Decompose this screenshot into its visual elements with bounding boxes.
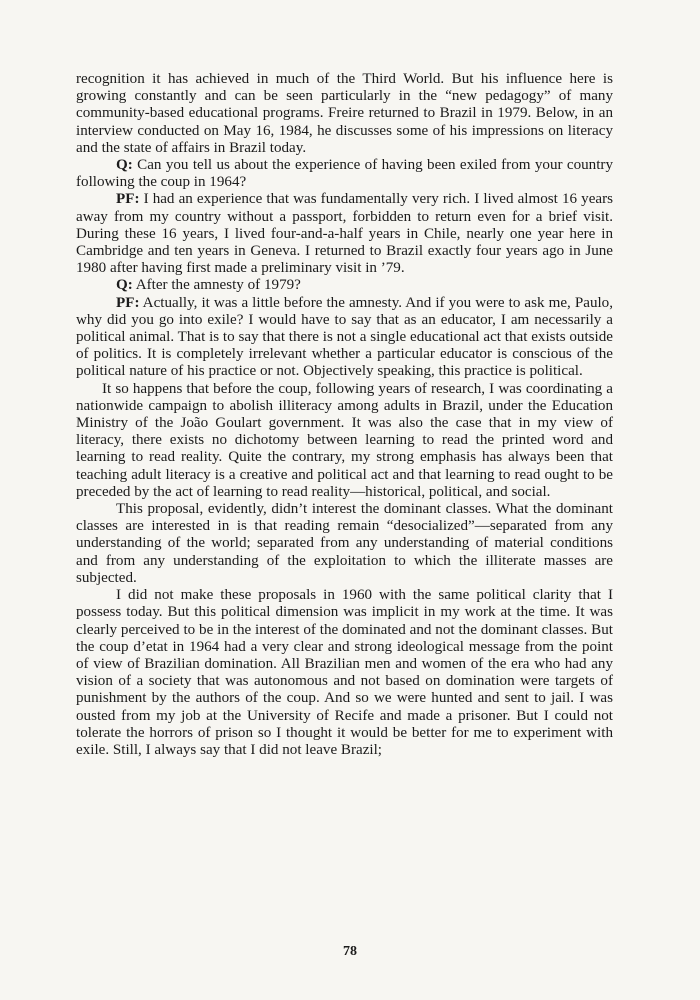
paragraph-question <box>76 157 613 191</box>
paragraph-text: I did not make these proposals in 1960 with the same political clarity that I possess today. But this political dimension was implicit in my work at the time. It was clearly perceived to be in the interest of the dominated and not the dominant classes. But the coup d’etat in 1964 had a very clear and strong ideological message from the point of view of Brazilian domination. All Brazilian men and women of the era who had any vision of a society that was autonomous and not based on domination were targets of punishment by the authors of the coup. And so we were hunted and sent to jail. I was ousted from my job at the University of Recife and made a prisoner. But I could not tolerate the horrors of prison so I thought it would be better for me to experiment with exile. Still, I always say that I did not leave Brazil; <box>76 587 613 758</box>
speaker-label: Q: <box>116 157 133 174</box>
paragraph-text: This proposal, evidently, didn’t interest the dominant classes. What the dominant classes are interested in is that reading remain “desocialized”—separated from any understanding of the world; separated from any understanding of material conditions and from any understanding of the exploitation to which the illiterate masses are subjected. <box>76 501 613 586</box>
paragraph-text: Can you tell us about the experience of having been exiled from your country following the coup in 1964? <box>76 157 613 191</box>
paragraph-body <box>76 501 613 587</box>
speaker-label: Q: <box>116 277 133 294</box>
page-number: 78 <box>343 944 357 959</box>
paragraph-body <box>76 381 613 501</box>
speaker-label: PF: <box>116 294 140 311</box>
speaker-label: PF: <box>116 191 140 208</box>
paragraph-answer <box>76 295 613 381</box>
paragraph-intro <box>76 71 613 157</box>
paragraph-text: recognition it has achieved in much of the Third World. But his influence here is growing constantly and can be seen particularly in the “new pedagogy” of many community-based educational programs. Freire returned to Brazil in 1979. Below, in an interview conducted on May 16, 1984, he discusses some of his impressions on literacy and the state of affairs in Brazil today. <box>76 71 613 156</box>
paragraph-question <box>76 277 613 294</box>
paragraph-text: It so happens that before the coup, following years of research, I was coordinating a nationwide campaign to abolish illiteracy among adults in Brazil, under the Education Ministry of the João Goulart government. It was also the case that in my view of literacy, there exists no dichotomy between learning to read the printed word and learning to read reality. Quite the contrary, my strong emphasis has always been that teaching adult literacy is a creative and political act and that learning to read ought to be preceded by the act of learning to read reality—historical, political, and social. <box>76 380 613 500</box>
paragraph-answer <box>76 191 613 277</box>
paragraph-text: I had an experience that was fundamentally very rich. I lived almost 16 years away from my country without a passport, forbidden to return even for a brief visit. During these 16 years, I lived four-and-a-half years in Chile, nearly one year here in Cambridge and ten years in Geneva. I returned to Brazil exactly four years ago in June 1980 after having first made a preliminary visit in ’79. <box>76 191 613 277</box>
paragraph-text: After the amnesty of 1979? <box>132 277 301 294</box>
paragraph-body <box>76 587 613 759</box>
document-body <box>76 71 613 759</box>
paragraph-text: Actually, it was a little before the amnesty. And if you were to ask me, Paulo, why did you go into exile? I would have to say that as an educator, I am necessarily a political animal. That is to say that there is not a single educational act that exists outside of politics. It is completely irrelevant whether a particular educator is conscious of the political nature of his practice or not. Objectively speaking, this practice is political. <box>76 294 613 380</box>
